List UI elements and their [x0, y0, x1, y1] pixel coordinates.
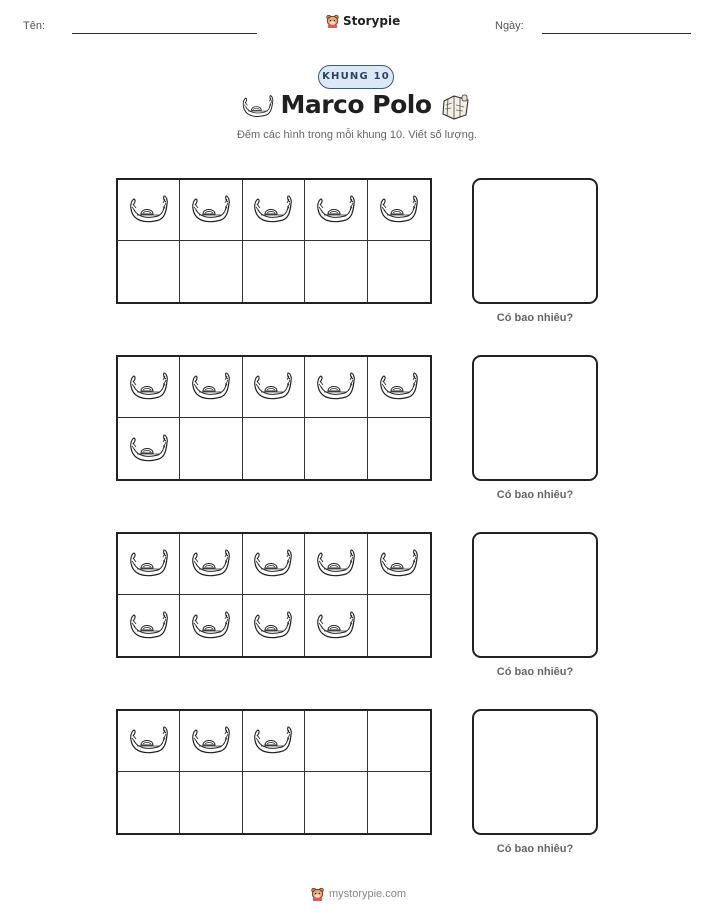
frame-cell — [368, 241, 430, 302]
frame-cell — [118, 534, 180, 595]
gondola-icon — [314, 371, 358, 403]
page-title: Marco Polo — [280, 90, 432, 119]
frame-cell — [368, 180, 430, 241]
gondola-icon — [189, 610, 233, 642]
frame-cell — [305, 534, 367, 595]
frame-cell — [118, 772, 180, 833]
answer-box-2[interactable] — [472, 355, 598, 481]
name-field[interactable] — [72, 33, 257, 34]
gondola-icon — [127, 725, 171, 757]
frame-cell — [368, 534, 430, 595]
date-field[interactable] — [542, 33, 691, 34]
frame-cell — [180, 180, 242, 241]
gondola-icon — [189, 371, 233, 403]
answer-label-1: Có bao nhiêu? — [496, 312, 574, 324]
gondola-icon — [127, 371, 171, 403]
frame-cell — [368, 772, 430, 833]
answer-box-1[interactable] — [472, 178, 598, 304]
gondola-icon — [251, 610, 295, 642]
frame-cell — [368, 418, 430, 479]
gondola-icon — [189, 548, 233, 580]
frame-cell — [243, 772, 305, 833]
frame-cell — [243, 180, 305, 241]
frame-cell — [118, 418, 180, 479]
gondola-icon — [127, 610, 171, 642]
frame-cell — [243, 241, 305, 302]
frame-cell — [118, 711, 180, 772]
ten-frame-2 — [116, 355, 432, 481]
frame-cell — [305, 595, 367, 656]
brand-logo — [325, 13, 400, 29]
gondola-icon — [377, 194, 421, 226]
frame-cell — [368, 357, 430, 418]
map-scroll-icon — [440, 93, 472, 121]
frame-cell — [180, 418, 242, 479]
frame-cell — [180, 772, 242, 833]
gondola-icon — [127, 194, 171, 226]
frame-cell — [180, 357, 242, 418]
frame-cell — [180, 595, 242, 656]
gondola-icon — [189, 194, 233, 226]
answer-label-4: Có bao nhiêu? — [496, 843, 574, 855]
gondola-icon — [127, 433, 171, 465]
frame-cell — [243, 357, 305, 418]
gondola-icon — [189, 725, 233, 757]
worksheet-badge: KHUNG 10 — [318, 65, 394, 89]
ten-frame-1 — [116, 178, 432, 304]
frame-cell — [243, 711, 305, 772]
gondola-icon — [314, 194, 358, 226]
gondola-icon — [251, 194, 295, 226]
frame-cell — [118, 241, 180, 302]
brand-name: Storypie — [343, 14, 401, 28]
answer-box-3[interactable] — [472, 532, 598, 658]
frame-cell — [368, 711, 430, 772]
ten-frame-4 — [116, 709, 432, 835]
gondola-icon — [251, 725, 295, 757]
gondola-icon — [314, 610, 358, 642]
gondola-icon — [251, 548, 295, 580]
frame-cell — [118, 180, 180, 241]
answer-box-4[interactable] — [472, 709, 598, 835]
gondola-icon — [377, 548, 421, 580]
frame-cell — [305, 418, 367, 479]
footer — [310, 886, 406, 902]
answer-label-2: Có bao nhiêu? — [496, 489, 574, 501]
gondola-icon — [251, 371, 295, 403]
answer-label-3: Có bao nhiêu? — [496, 666, 574, 678]
bear-icon — [310, 886, 325, 902]
gondola-icon — [377, 371, 421, 403]
frame-cell — [180, 241, 242, 302]
frame-cell — [305, 357, 367, 418]
bear-icon — [325, 13, 340, 29]
frame-cell — [243, 418, 305, 479]
frame-cell — [368, 595, 430, 656]
frame-cell — [305, 711, 367, 772]
frame-cell — [243, 534, 305, 595]
frame-cell — [305, 772, 367, 833]
frame-cell — [180, 711, 242, 772]
instructions: Đếm các hình trong mỗi khung 10. Viết số lượng. — [236, 129, 477, 141]
name-label: Tên: — [23, 20, 46, 32]
footer-url: mystorypie.com — [329, 888, 407, 900]
frame-cell — [305, 241, 367, 302]
frame-cell — [118, 595, 180, 656]
gondola-icon — [314, 548, 358, 580]
date-label: Ngày: — [495, 20, 524, 32]
gondola-icon — [127, 548, 171, 580]
frame-cell — [118, 357, 180, 418]
frame-cell — [243, 595, 305, 656]
frame-cell — [305, 180, 367, 241]
frame-cell — [180, 534, 242, 595]
ten-frame-3 — [116, 532, 432, 658]
